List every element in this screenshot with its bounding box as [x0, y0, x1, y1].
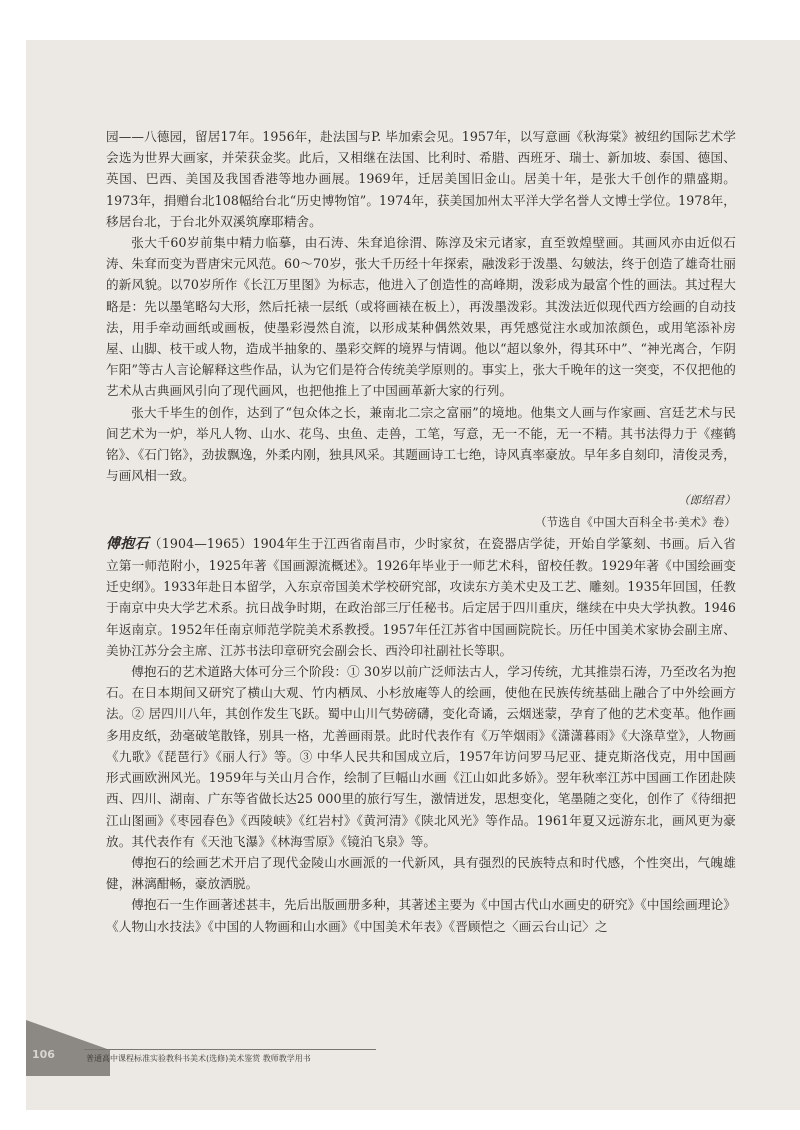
zhang-paragraph-3: 张大千毕生的创作，达到了“包众体之长，兼南北二宗之富丽”的境地。他集文人画与作家画、宫廷艺术与民间艺术为一炉，举凡人物、山水、花鸟、虫鱼、走兽，工笔，写意，无一不能，无一不精。其书法得力于《瘗鹤铭》、《石门铭》，劲拔飘逸，外柔内刚，独具风采。其题画诗工七绝，诗风真率豪放。早年多自刻印，清俊灵秀，与画风相一致。 [106, 404, 736, 484]
fu-paragraph-2: 傅抱石的艺术道路大体可分三个阶段：① 30岁以前广泛师法古人，学习传统，尤其推崇石涛，乃至改名为抱石。在日本期间又研究了横山大观、竹内栖凤、小杉放庵等人的绘画，使他在民族传统基础上融合了中外绘画方法。② 居四川八年，其创作发生飞跃。蜀中山川气势磅礴，变化奇谲，云烟迷蒙，孕育了他的艺术变革。他作画多用皮纸，劲毫破笔散锋，别具一格，尤善画雨景。此时代表作有《万竿烟雨》《潇潇暮雨》《大涤草堂》，人物画《九歌》《琵琶行》《丽人行》等。③ 中华人民共和国成立后，1957年访问罗马尼亚、捷克斯洛伐克，用中国画形式画欧洲风光。1959年与关山月合作，绘制了巨幅山水画《江山如此多娇》。翌年秋率江苏中国画工作团赴陕西、四川、湖南、广东等省做长达25 000里的旅行写生，激情迸发，思想变化，笔墨随之变化，创作了《待细把江山图画》《枣园春色》《西陵峡》《红岩村》《黄河清》《陕北风光》等作品。1961年夏又远游东北，画风更为豪放。其代表作有《天池飞瀑》《林海雪原》《镜泊飞泉》等。 [106, 664, 736, 849]
author-attribution: （郎绍君） [678, 493, 736, 508]
zhang-paragraph-1: 园——八德园，留居17年。1956年，赴法国与P. 毕加索会见。1957年，以写意画《秋海棠》被纽约国际艺术学会选为世界大画家，并荣获金奖。此后，又相继在法国、比利时、希腊、西班牙、瑞士、新加坡、泰国、德国、英国、巴西、美国及我国香港等地办画展。1969年，迁居美国旧金山。居美十年，是张大千创作的鼎盛期。1973年，捐赠台北108幅给台北“历史博物馆”。1974年，获美国加州太平洋大学名誉人文博士学位。1978年，移居台北，于台北外双溪筑摩耶精舍。 [106, 129, 736, 229]
footer-divider [84, 1049, 376, 1050]
fu-bio-text: （1904—1965）1904年生于江西省南昌市，少时家贫，在瓷器店学徒，开始自学篆刻、书画。后入省立第一师范附小，1925年著《国画源流概述》。1926年毕业于一师艺术科，留校任教。1929年著《中国绘画变迁史纲》。1933年赴日本留学，入东京帝国美术学校研究部，攻读东方美术史及工艺、雕刻。1935年回国，任教于南京中央大学艺术系。抗日战争时期，在政治部三厅任秘书。后定居于四川重庆，继续在中央大学执教。1946年返南京。1952年任南京师范学院美术系教授。1957年任江苏省中国画院院长。历任中国美术家协会副主席、美协江苏分会主席、江苏书法印章研究会副会长、西泠印社副社长等职。 [106, 535, 736, 658]
fu-name-heading: 傅抱石 [106, 535, 149, 552]
footer-book-title: 普通高中课程标准实验教科书美术(选修)美术鉴赏 教师教学用书 [86, 1054, 311, 1063]
fu-paragraph-1 [106, 533, 736, 661]
article-body [106, 126, 736, 937]
source-attribution: （节选自《中国大百科全书·美术》卷） [535, 514, 736, 529]
fu-paragraph-3: 傅抱石的绘画艺术开启了现代金陵山水画派的一代新风，具有强烈的民族特点和时代感，个性突出，气魄雄健，淋漓酣畅，豪放洒脱。 [106, 854, 736, 892]
zhang-paragraph-2: 张大千60岁前集中精力临摹，由石涛、朱耷追徐渭、陈淳及宋元诸家，直至敦煌壁画。其画风亦由近似石涛、朱耷而变为晋唐宋元风范。60～70岁，张大千历经十年探索，融泼彩于泼墨、勾皴法，终于创造了雄奇壮丽的新风貌。以70岁所作《长江万里图》为标志，他进入了创造性的高峰期，泼彩成为最富个性的画法。其过程大略是：先以墨笔略勾大形，然后托裱一层纸（或将画裱在板上），再泼墨泼彩。其泼法近似现代西方绘画的自动技法，用手牵动画纸或画板，使墨彩漫然自流，以形成某种偶然效果，再凭感觉注水或加浓颜色，或用笔添补房屋、山脚、枝干或人物，造成半抽象的、墨彩交辉的境界与情调。他以“超以象外，得其环中”、“神光离合，乍阴乍阳”等古人言论解释这些作品，认为它们是符合传统美学原则的。事实上，张大千晚年的这一突变，不仅把他的艺术从古典画风引向了现代画风，也把他推上了中国画革新大家的行列。 [106, 235, 736, 399]
fu-paragraph-4: 傅抱石一生作画著述甚丰，先后出版画册多种，其著述主要为《中国古代山水画史的研究》《中国绘画理论》《人物山水技法》《中国的人物画和山水画》《中国美术年表》《晋顾恺之〈画云台山记〉之 [106, 897, 736, 934]
page-number: 106 [32, 1048, 55, 1061]
